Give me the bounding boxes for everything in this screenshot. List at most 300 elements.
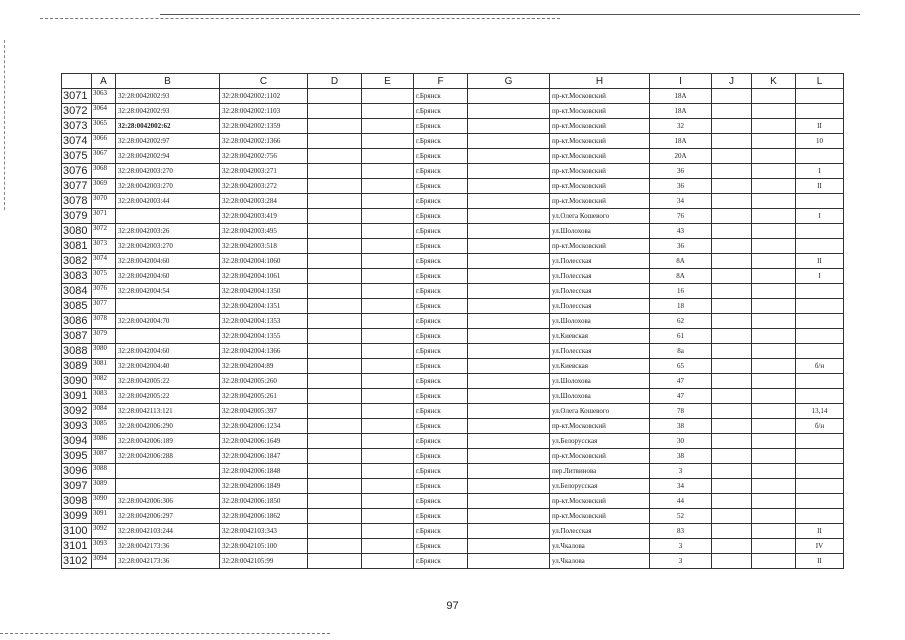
cell-l[interactable]: б/н xyxy=(796,419,844,434)
column-header-a[interactable]: A xyxy=(92,74,116,89)
cell-c[interactable]: 32:28:0042003:272 xyxy=(220,179,308,194)
cell-i[interactable]: 38 xyxy=(650,419,712,434)
column-header-k[interactable]: K xyxy=(752,74,796,89)
cell-e[interactable] xyxy=(362,164,414,179)
cell-i[interactable]: 38 xyxy=(650,449,712,464)
cell-c[interactable]: 32:28:0042002:1359 xyxy=(220,119,308,134)
cell-i[interactable]: 32 xyxy=(650,119,712,134)
cell-h[interactable]: ул.Олега Кошевого xyxy=(550,209,650,224)
cell-j[interactable] xyxy=(712,389,752,404)
cell-j[interactable] xyxy=(712,554,752,569)
cell-b[interactable]: 32:28:0042004:54 xyxy=(116,284,220,299)
column-header-h[interactable]: H xyxy=(550,74,650,89)
cell-h[interactable]: пр-кт.Московский xyxy=(550,149,650,164)
cell-j[interactable] xyxy=(712,254,752,269)
cell-b[interactable]: 32:28:0042002:94 xyxy=(116,149,220,164)
cell-k[interactable] xyxy=(752,254,796,269)
cell-l[interactable] xyxy=(796,89,844,104)
cell-i[interactable]: 18А xyxy=(650,89,712,104)
cell-f[interactable]: г.Брянск xyxy=(414,314,468,329)
cell-f[interactable]: г.Брянск xyxy=(414,224,468,239)
cell-d[interactable] xyxy=(308,134,362,149)
cell-b[interactable]: 32:28:0042173:36 xyxy=(116,539,220,554)
cell-c[interactable]: 32:28:0042003:518 xyxy=(220,239,308,254)
cell-k[interactable] xyxy=(752,449,796,464)
cell-c[interactable]: 32:28:0042004:1353 xyxy=(220,314,308,329)
cell-f[interactable]: г.Брянск xyxy=(414,209,468,224)
cell-i[interactable]: 47 xyxy=(650,374,712,389)
cell-a[interactable]: 3085 xyxy=(92,419,116,434)
cell-d[interactable] xyxy=(308,209,362,224)
cell-j[interactable] xyxy=(712,359,752,374)
row-number[interactable]: 3076 xyxy=(62,164,92,179)
row-number[interactable]: 3082 xyxy=(62,254,92,269)
cell-d[interactable] xyxy=(308,359,362,374)
cell-b[interactable]: 32:28:0042113:121 xyxy=(116,404,220,419)
cell-f[interactable]: г.Брянск xyxy=(414,239,468,254)
cell-l[interactable] xyxy=(796,149,844,164)
cell-b[interactable]: 32:28:0042004:70 xyxy=(116,314,220,329)
row-number[interactable]: 3099 xyxy=(62,509,92,524)
cell-e[interactable] xyxy=(362,359,414,374)
cell-j[interactable] xyxy=(712,299,752,314)
cell-f[interactable]: г.Брянск xyxy=(414,179,468,194)
cell-k[interactable] xyxy=(752,524,796,539)
cell-d[interactable] xyxy=(308,404,362,419)
row-number[interactable]: 3087 xyxy=(62,329,92,344)
cell-h[interactable]: ул.Шолохова xyxy=(550,314,650,329)
cell-a[interactable]: 3067 xyxy=(92,149,116,164)
cell-l[interactable]: II xyxy=(796,179,844,194)
cell-f[interactable]: г.Брянск xyxy=(414,449,468,464)
cell-a[interactable]: 3066 xyxy=(92,134,116,149)
row-number[interactable]: 3092 xyxy=(62,404,92,419)
cell-l[interactable] xyxy=(796,344,844,359)
cell-l[interactable] xyxy=(796,284,844,299)
cell-d[interactable] xyxy=(308,254,362,269)
cell-a[interactable]: 3081 xyxy=(92,359,116,374)
cell-b[interactable]: 32:28:0042004:60 xyxy=(116,254,220,269)
cell-d[interactable] xyxy=(308,539,362,554)
cell-e[interactable] xyxy=(362,299,414,314)
cell-e[interactable] xyxy=(362,554,414,569)
cell-e[interactable] xyxy=(362,494,414,509)
cell-k[interactable] xyxy=(752,149,796,164)
cell-h[interactable]: пр-кт.Московский xyxy=(550,449,650,464)
row-number[interactable]: 3081 xyxy=(62,239,92,254)
cell-j[interactable] xyxy=(712,374,752,389)
cell-b[interactable]: 32:28:0042004:60 xyxy=(116,344,220,359)
cell-c[interactable]: 32:28:0042006:1234 xyxy=(220,419,308,434)
cell-e[interactable] xyxy=(362,344,414,359)
cell-l[interactable]: I xyxy=(796,209,844,224)
cell-c[interactable]: 32:28:0042003:284 xyxy=(220,194,308,209)
cell-i[interactable]: 20А xyxy=(650,149,712,164)
cell-b[interactable]: 32:28:0042006:189 xyxy=(116,434,220,449)
cell-f[interactable]: г.Брянск xyxy=(414,419,468,434)
cell-j[interactable] xyxy=(712,284,752,299)
cell-j[interactable] xyxy=(712,104,752,119)
cell-f[interactable]: г.Брянск xyxy=(414,464,468,479)
cell-e[interactable] xyxy=(362,314,414,329)
cell-j[interactable] xyxy=(712,524,752,539)
cell-d[interactable] xyxy=(308,374,362,389)
cell-i[interactable]: 8А xyxy=(650,254,712,269)
cell-a[interactable]: 3090 xyxy=(92,494,116,509)
cell-j[interactable] xyxy=(712,89,752,104)
cell-g[interactable] xyxy=(468,284,550,299)
cell-f[interactable]: г.Брянск xyxy=(414,539,468,554)
cell-h[interactable]: ул.Шолохова xyxy=(550,224,650,239)
cell-e[interactable] xyxy=(362,284,414,299)
cell-g[interactable] xyxy=(468,494,550,509)
cell-a[interactable]: 3082 xyxy=(92,374,116,389)
row-number[interactable]: 3079 xyxy=(62,209,92,224)
cell-j[interactable] xyxy=(712,479,752,494)
cell-i[interactable]: 52 xyxy=(650,509,712,524)
cell-e[interactable] xyxy=(362,539,414,554)
cell-h[interactable]: ул.Полесская xyxy=(550,344,650,359)
row-number[interactable]: 3080 xyxy=(62,224,92,239)
cell-c[interactable]: 32:28:0042004:1355 xyxy=(220,329,308,344)
cell-j[interactable] xyxy=(712,329,752,344)
cell-i[interactable]: 44 xyxy=(650,494,712,509)
cell-c[interactable]: 32:28:0042004:1351 xyxy=(220,299,308,314)
cell-d[interactable] xyxy=(308,149,362,164)
cell-g[interactable] xyxy=(468,314,550,329)
cell-j[interactable] xyxy=(712,194,752,209)
column-header-j[interactable]: J xyxy=(712,74,752,89)
cell-c[interactable]: 32:28:0042003:271 xyxy=(220,164,308,179)
cell-e[interactable] xyxy=(362,329,414,344)
cell-g[interactable] xyxy=(468,239,550,254)
cell-k[interactable] xyxy=(752,329,796,344)
cell-g[interactable] xyxy=(468,329,550,344)
row-number[interactable]: 3086 xyxy=(62,314,92,329)
cell-j[interactable] xyxy=(712,344,752,359)
cell-h[interactable]: пр-кт.Московский xyxy=(550,89,650,104)
cell-c[interactable]: 32:28:0042002:1103 xyxy=(220,104,308,119)
column-header-i[interactable]: I xyxy=(650,74,712,89)
column-header-d[interactable]: D xyxy=(308,74,362,89)
cell-k[interactable] xyxy=(752,299,796,314)
cell-h[interactable]: ул.Белорусская xyxy=(550,434,650,449)
cell-g[interactable] xyxy=(468,509,550,524)
cell-h[interactable]: ул.Белорусская xyxy=(550,479,650,494)
cell-g[interactable] xyxy=(468,194,550,209)
cell-g[interactable] xyxy=(468,179,550,194)
cell-g[interactable] xyxy=(468,524,550,539)
cell-g[interactable] xyxy=(468,89,550,104)
row-number[interactable]: 3102 xyxy=(62,554,92,569)
cell-c[interactable]: 32:28:0042005:260 xyxy=(220,374,308,389)
cell-h[interactable]: пер.Литвинова xyxy=(550,464,650,479)
cell-g[interactable] xyxy=(468,344,550,359)
cell-k[interactable] xyxy=(752,209,796,224)
cell-i[interactable]: 76 xyxy=(650,209,712,224)
cell-a[interactable]: 3091 xyxy=(92,509,116,524)
cell-b[interactable]: 32:28:0042003:26 xyxy=(116,224,220,239)
cell-e[interactable] xyxy=(362,449,414,464)
cell-k[interactable] xyxy=(752,359,796,374)
cell-a[interactable]: 3064 xyxy=(92,104,116,119)
cell-i[interactable]: 3 xyxy=(650,539,712,554)
cell-b[interactable]: 32:28:0042003:270 xyxy=(116,239,220,254)
cell-h[interactable]: пр-кт.Московский xyxy=(550,239,650,254)
cell-c[interactable]: 32:28:0042004:1060 xyxy=(220,254,308,269)
cell-f[interactable]: г.Брянск xyxy=(414,479,468,494)
cell-c[interactable]: 32:28:0042006:1849 xyxy=(220,479,308,494)
cell-g[interactable] xyxy=(468,404,550,419)
cell-j[interactable] xyxy=(712,419,752,434)
cell-j[interactable] xyxy=(712,404,752,419)
cell-h[interactable]: ул.Чкалова xyxy=(550,554,650,569)
cell-e[interactable] xyxy=(362,434,414,449)
cell-f[interactable]: г.Брянск xyxy=(414,344,468,359)
cell-e[interactable] xyxy=(362,254,414,269)
cell-g[interactable] xyxy=(468,389,550,404)
cell-d[interactable] xyxy=(308,284,362,299)
cell-c[interactable]: 32:28:0042006:1649 xyxy=(220,434,308,449)
cell-c[interactable]: 32:28:0042005:397 xyxy=(220,404,308,419)
cell-e[interactable] xyxy=(362,404,414,419)
cell-e[interactable] xyxy=(362,134,414,149)
cell-a[interactable]: 3075 xyxy=(92,269,116,284)
cell-i[interactable]: 18А xyxy=(650,134,712,149)
cell-a[interactable]: 3069 xyxy=(92,179,116,194)
cell-g[interactable] xyxy=(468,134,550,149)
cell-k[interactable] xyxy=(752,509,796,524)
column-header-l[interactable]: L xyxy=(796,74,844,89)
cell-b[interactable]: 32:28:0042006:288 xyxy=(116,449,220,464)
cell-j[interactable] xyxy=(712,179,752,194)
cell-j[interactable] xyxy=(712,164,752,179)
cell-l[interactable] xyxy=(796,299,844,314)
cell-h[interactable]: пр-кт.Московский xyxy=(550,119,650,134)
cell-e[interactable] xyxy=(362,89,414,104)
cell-k[interactable] xyxy=(752,179,796,194)
cell-d[interactable] xyxy=(308,554,362,569)
cell-c[interactable]: 32:28:0042105:100 xyxy=(220,539,308,554)
cell-k[interactable] xyxy=(752,269,796,284)
cell-f[interactable]: г.Брянск xyxy=(414,554,468,569)
cell-f[interactable]: г.Брянск xyxy=(414,194,468,209)
cell-i[interactable]: 34 xyxy=(650,194,712,209)
row-number[interactable]: 3085 xyxy=(62,299,92,314)
cell-a[interactable]: 3071 xyxy=(92,209,116,224)
cell-e[interactable] xyxy=(362,509,414,524)
cell-b[interactable]: 32:28:0042006:290 xyxy=(116,419,220,434)
cell-a[interactable]: 3083 xyxy=(92,389,116,404)
row-number[interactable]: 3073 xyxy=(62,119,92,134)
cell-f[interactable]: г.Брянск xyxy=(414,284,468,299)
cell-g[interactable] xyxy=(468,449,550,464)
cell-d[interactable] xyxy=(308,434,362,449)
cell-j[interactable] xyxy=(712,434,752,449)
cell-c[interactable]: 32:28:0042003:419 xyxy=(220,209,308,224)
cell-l[interactable] xyxy=(796,104,844,119)
cell-e[interactable] xyxy=(362,104,414,119)
cell-c[interactable]: 32:28:0042006:1848 xyxy=(220,464,308,479)
cell-f[interactable]: г.Брянск xyxy=(414,119,468,134)
cell-d[interactable] xyxy=(308,329,362,344)
cell-b[interactable] xyxy=(116,209,220,224)
cell-f[interactable]: г.Брянск xyxy=(414,524,468,539)
cell-l[interactable] xyxy=(796,449,844,464)
cell-b[interactable]: 32:28:0042004:40 xyxy=(116,359,220,374)
cell-j[interactable] xyxy=(712,209,752,224)
cell-b[interactable] xyxy=(116,479,220,494)
cell-g[interactable] xyxy=(468,554,550,569)
cell-k[interactable] xyxy=(752,119,796,134)
cell-l[interactable] xyxy=(796,239,844,254)
cell-d[interactable] xyxy=(308,179,362,194)
cell-c[interactable]: 32:28:0042005:261 xyxy=(220,389,308,404)
cell-d[interactable] xyxy=(308,524,362,539)
cell-f[interactable]: г.Брянск xyxy=(414,434,468,449)
cell-a[interactable]: 3063 xyxy=(92,89,116,104)
cell-a[interactable]: 3086 xyxy=(92,434,116,449)
cell-g[interactable] xyxy=(468,104,550,119)
cell-f[interactable]: г.Брянск xyxy=(414,359,468,374)
cell-d[interactable] xyxy=(308,89,362,104)
cell-f[interactable]: г.Брянск xyxy=(414,389,468,404)
cell-a[interactable]: 3079 xyxy=(92,329,116,344)
cell-h[interactable]: пр-кт.Московский xyxy=(550,104,650,119)
cell-l[interactable] xyxy=(796,509,844,524)
cell-b[interactable]: 32:28:0042006:297 xyxy=(116,509,220,524)
cell-f[interactable]: г.Брянск xyxy=(414,149,468,164)
cell-k[interactable] xyxy=(752,89,796,104)
cell-k[interactable] xyxy=(752,284,796,299)
cell-b[interactable]: 32:28:0042173:36 xyxy=(116,554,220,569)
cell-l[interactable] xyxy=(796,224,844,239)
cell-e[interactable] xyxy=(362,194,414,209)
cell-g[interactable] xyxy=(468,164,550,179)
cell-h[interactable]: ул.Киевская xyxy=(550,359,650,374)
cell-d[interactable] xyxy=(308,509,362,524)
cell-g[interactable] xyxy=(468,119,550,134)
cell-g[interactable] xyxy=(468,224,550,239)
cell-l[interactable] xyxy=(796,479,844,494)
cell-b[interactable]: 32:28:0042004:60 xyxy=(116,269,220,284)
cell-i[interactable]: 61 xyxy=(650,329,712,344)
cell-h[interactable]: ул.Полесская xyxy=(550,269,650,284)
cell-d[interactable] xyxy=(308,194,362,209)
column-header-e[interactable]: E xyxy=(362,74,414,89)
cell-b[interactable]: 32:28:0042003:270 xyxy=(116,164,220,179)
cell-k[interactable] xyxy=(752,134,796,149)
row-number[interactable]: 3100 xyxy=(62,524,92,539)
cell-e[interactable] xyxy=(362,119,414,134)
cell-b[interactable]: 32:28:0042006:306 xyxy=(116,494,220,509)
cell-d[interactable] xyxy=(308,299,362,314)
cell-h[interactable]: пр-кт.Московский xyxy=(550,179,650,194)
cell-h[interactable]: ул.Шолохова xyxy=(550,389,650,404)
cell-f[interactable]: г.Брянск xyxy=(414,89,468,104)
cell-g[interactable] xyxy=(468,374,550,389)
cell-f[interactable]: г.Брянск xyxy=(414,134,468,149)
cell-i[interactable]: 43 xyxy=(650,224,712,239)
cell-i[interactable]: 34 xyxy=(650,479,712,494)
cell-c[interactable]: 32:28:0042105:99 xyxy=(220,554,308,569)
cell-f[interactable]: г.Брянск xyxy=(414,329,468,344)
cell-l[interactable] xyxy=(796,389,844,404)
cell-d[interactable] xyxy=(308,449,362,464)
cell-j[interactable] xyxy=(712,224,752,239)
cell-c[interactable]: 32:28:0042006:1847 xyxy=(220,449,308,464)
cell-i[interactable]: 47 xyxy=(650,389,712,404)
cell-e[interactable] xyxy=(362,149,414,164)
row-number[interactable]: 3093 xyxy=(62,419,92,434)
cell-k[interactable] xyxy=(752,419,796,434)
cell-g[interactable] xyxy=(468,209,550,224)
cell-k[interactable] xyxy=(752,194,796,209)
cell-b[interactable] xyxy=(116,299,220,314)
cell-h[interactable]: пр-кт.Московский xyxy=(550,194,650,209)
cell-i[interactable]: 3 xyxy=(650,464,712,479)
column-header-f[interactable]: F xyxy=(414,74,468,89)
cell-g[interactable] xyxy=(468,254,550,269)
cell-h[interactable]: ул.Шолохова xyxy=(550,374,650,389)
cell-i[interactable]: 3 xyxy=(650,554,712,569)
cell-l[interactable]: I xyxy=(796,164,844,179)
cell-g[interactable] xyxy=(468,359,550,374)
cell-a[interactable]: 3094 xyxy=(92,554,116,569)
cell-g[interactable] xyxy=(468,149,550,164)
cell-a[interactable]: 3065 xyxy=(92,119,116,134)
cell-d[interactable] xyxy=(308,104,362,119)
cell-c[interactable]: 32:28:0042002:1366 xyxy=(220,134,308,149)
cell-c[interactable]: 32:28:0042002:1102 xyxy=(220,89,308,104)
cell-h[interactable]: ул.Полесская xyxy=(550,299,650,314)
cell-a[interactable]: 3078 xyxy=(92,314,116,329)
cell-d[interactable] xyxy=(308,164,362,179)
cell-d[interactable] xyxy=(308,389,362,404)
cell-i[interactable]: 18 xyxy=(650,299,712,314)
cell-d[interactable] xyxy=(308,494,362,509)
cell-d[interactable] xyxy=(308,479,362,494)
cell-h[interactable]: ул.Олега Кошевого xyxy=(550,404,650,419)
cell-e[interactable] xyxy=(362,224,414,239)
column-header-c[interactable]: C xyxy=(220,74,308,89)
cell-j[interactable] xyxy=(712,149,752,164)
cell-a[interactable]: 3070 xyxy=(92,194,116,209)
cell-a[interactable]: 3072 xyxy=(92,224,116,239)
cell-k[interactable] xyxy=(752,479,796,494)
cell-a[interactable]: 3080 xyxy=(92,344,116,359)
cell-a[interactable]: 3068 xyxy=(92,164,116,179)
cell-e[interactable] xyxy=(362,419,414,434)
row-number[interactable]: 3083 xyxy=(62,269,92,284)
cell-b[interactable]: 32:28:0042002:93 xyxy=(116,89,220,104)
cell-k[interactable] xyxy=(752,434,796,449)
cell-e[interactable] xyxy=(362,179,414,194)
cell-d[interactable] xyxy=(308,464,362,479)
cell-h[interactable]: ул.Чкалова xyxy=(550,539,650,554)
cell-c[interactable]: 32:28:0042003:495 xyxy=(220,224,308,239)
cell-g[interactable] xyxy=(468,269,550,284)
cell-k[interactable] xyxy=(752,404,796,419)
cell-l[interactable]: 13,14 xyxy=(796,404,844,419)
cell-a[interactable]: 3087 xyxy=(92,449,116,464)
cell-l[interactable]: II xyxy=(796,254,844,269)
cell-k[interactable] xyxy=(752,164,796,179)
cell-l[interactable] xyxy=(796,494,844,509)
cell-c[interactable]: 32:28:0042006:1850 xyxy=(220,494,308,509)
cell-e[interactable] xyxy=(362,479,414,494)
cell-d[interactable] xyxy=(308,224,362,239)
